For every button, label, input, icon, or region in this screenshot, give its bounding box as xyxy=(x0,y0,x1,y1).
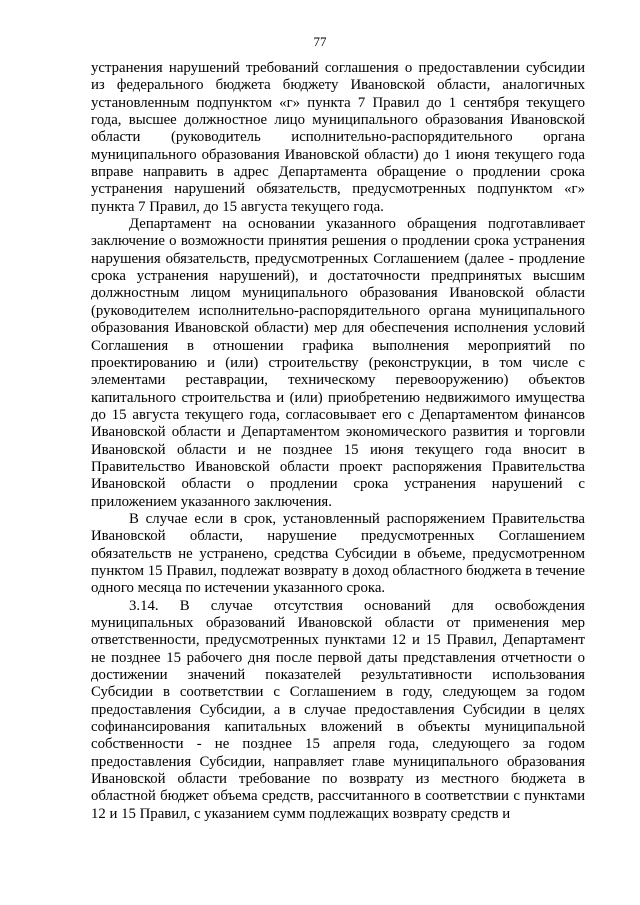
paragraph-subsidy-return: В случае если в срок, установленный распоряжением Правительства Ивановской области, нарушение предусмотренных Соглашением обязательств не устранено, средства Субсидии в объеме, предусмотренном пунктом 15 Правил, подлежат возврату в доход областного бюджета в течение одного месяца по истечении указанного срока. xyxy=(91,510,585,597)
paragraph-department-conclusion: Департамент на основании указанного обращения подготавливает заключение о возможности принятия решения о продлении срока устранения нарушения обязательств, предусмотренных Соглашением (далее - продление срока устранения нарушений), и достаточности предпринятых высшим должностным лицом муниципального образования Ивановской области (руководителем исполнительно-распорядительного органа муниципального образования Ивановской области) мер для обеспечения исполнения условий Соглашения в отношении графика выполнения мероприятий по проектированию и (или) строительству (реконструкции, в том числе с элементами реставрации, техническому перевооружению) объектов капитального строительства и (или) приобретению недвижимого имущества до 15 августа текущего года, согласовывает его с Департаментом финансов Ивановской области и Департаментом экономического развития и торговли Ивановской области и не позднее 15 июня текущего года вносит в Правительство Ивановской области проект распоряжения Правительства Ивановской области о продлении срока устранения нарушений с приложением указанного заключения. xyxy=(91,216,585,510)
page-number: 77 xyxy=(313,34,327,49)
document-body xyxy=(91,60,585,823)
paragraph-continuation: устранения нарушений требований соглашения о предоставлении субсидии из федерального бюджета бюджету Ивановской области, аналогичных установленным подпунктом «г» пункта 7 Правил до 1 сентября текущего года, высшее должностное лицо муниципального образования Ивановской области (руководитель исполнительно-распорядительного органа муниципального образования Ивановской области) до 1 июня текущего года вправе направить в адрес Департамента обращение о продлении срока устранения нарушений обязательств, предусмотренных подпунктом «г» пункта 7 Правил, до 15 августа текущего года. xyxy=(91,60,585,215)
paragraph-section-3-14: 3.14. В случае отсутствия оснований для освобождения муниципальных образований Ивановской области от применения мер ответственности, предусмотренных пунктами 12 и 15 Правил, Департамент не позднее 15 рабочего дня после первой даты представления отчетности о достижении значений показателей результативности использования Субсидии в соответствии с Соглашением в году, следующем за годом предоставления Субсидии, а в случае предоставления Субсидии в целях софинансирования капитальных вложений в объекты муниципальной собственности - не позднее 15 апреля года, следующего за годом предоставления Субсидии, направляет главе муниципального образования Ивановской области требование по возврату из местного бюджета в областной бюджет объема средств, рассчитанного в соответствии с пунктами 12 и 15 Правил, с указанием сумм подлежащих возврату средств и xyxy=(91,597,585,822)
